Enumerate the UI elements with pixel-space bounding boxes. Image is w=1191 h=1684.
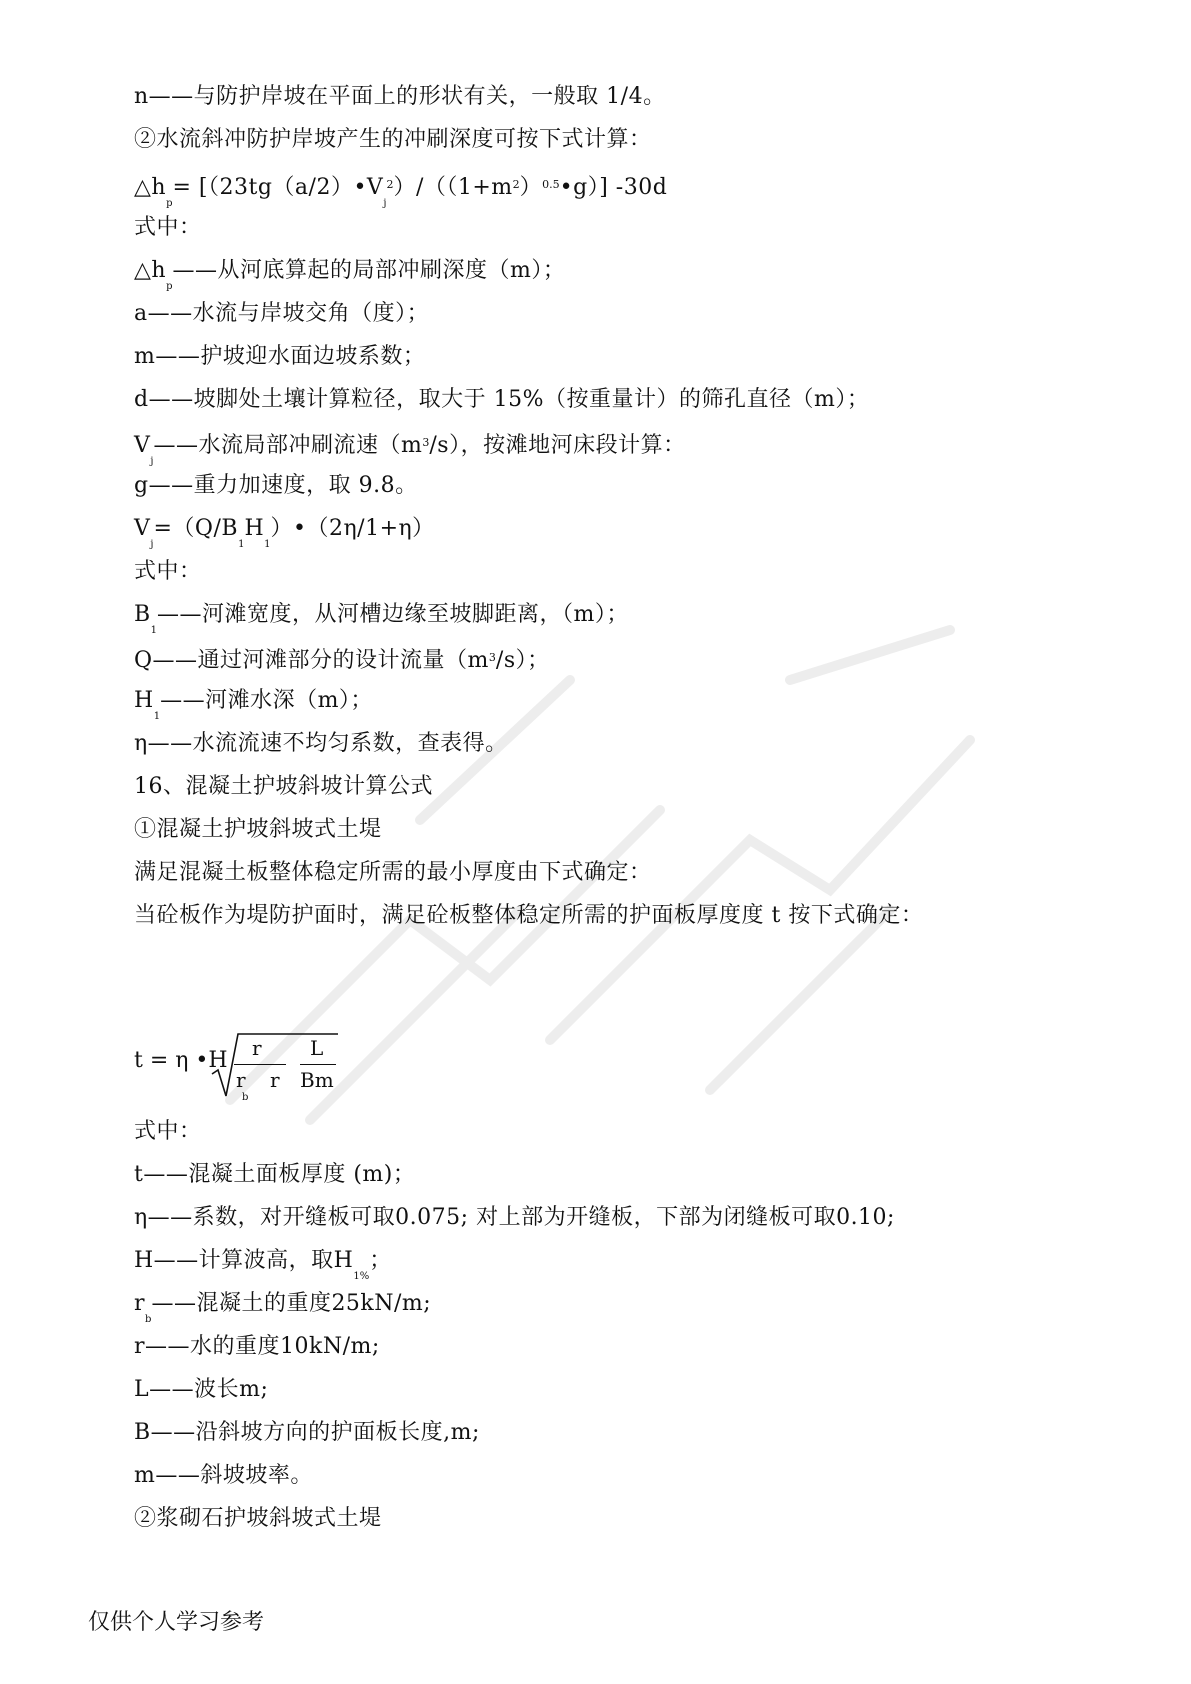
eq2-part: H bbox=[244, 516, 265, 541]
subsection-masonry-embankment: ②浆砌石护坡斜坡式土堤 bbox=[134, 1506, 382, 1531]
def-text: Q——通过河滩部分的设计流量（m bbox=[134, 648, 489, 673]
def-b1 bbox=[134, 600, 629, 646]
def-hp bbox=[134, 256, 565, 302]
def-sup: 3 bbox=[422, 436, 430, 449]
eq1-sub: p bbox=[166, 198, 173, 209]
label-where: 式中： bbox=[134, 215, 202, 240]
eq2-part: =（Q/B bbox=[153, 516, 239, 541]
def-m: m——护坡迎水面边坡系数； bbox=[134, 344, 426, 369]
line-n-definition: n——与防护岸坡在平面上的形状有关，一般取 1/4。 bbox=[134, 84, 666, 109]
eq3-denominator-1a-sub: b bbox=[242, 1092, 249, 1103]
def-g: g——重力加速度，取 9.8。 bbox=[134, 473, 418, 498]
eq3-numerator-2: L bbox=[310, 1036, 324, 1060]
eq1-sub: j bbox=[383, 198, 387, 209]
def-eta-coefficient: η——系数，对开缝板可取0.075; 对上部为开缝板，下部为闭缝板可取0.10; bbox=[134, 1205, 895, 1230]
def-m-slope: m——斜坡坡率。 bbox=[134, 1463, 313, 1488]
eq1-part: •g）] -30d bbox=[559, 175, 668, 200]
def-symbol: V bbox=[134, 433, 151, 458]
eq2-sub: j bbox=[150, 539, 154, 550]
def-text: /s）； bbox=[495, 648, 550, 673]
eq1-part: ）/（（1+m bbox=[393, 175, 513, 200]
def-sub: b bbox=[145, 1314, 152, 1325]
text-min-thickness: 满足混凝土板整体稳定所需的最小厚度由下式确定： bbox=[134, 860, 652, 885]
def-text: ——从河底算起的局部冲刷深度（m）； bbox=[172, 258, 566, 283]
def-text: ——水流局部冲刷流速（m bbox=[153, 433, 423, 458]
def-h1 bbox=[134, 686, 373, 732]
eq3-denominator-1b: r bbox=[270, 1068, 280, 1092]
footer-note: 仅供个人学习参考 bbox=[88, 1610, 265, 1635]
def-q bbox=[134, 643, 550, 676]
eq2-part: ）•（2η/1+η） bbox=[270, 516, 435, 541]
def-symbol: H bbox=[134, 688, 154, 713]
def-a: a——水流与岸坡交角（度）； bbox=[134, 301, 430, 326]
def-eta: η——水流流速不均匀系数，查表得。 bbox=[134, 731, 508, 756]
equation-scour-depth bbox=[134, 170, 667, 219]
def-text: ——混凝土的重度25kN/m; bbox=[151, 1291, 432, 1316]
eq2-sub: 1 bbox=[264, 539, 271, 550]
label-where: 式中： bbox=[134, 1119, 202, 1144]
def-text: ； bbox=[369, 1248, 392, 1273]
line-oblique-scour-intro: ②水流斜冲防护岸坡产生的冲刷深度可按下式计算： bbox=[134, 127, 652, 152]
def-sub: 1% bbox=[353, 1271, 370, 1282]
def-d: d——坡脚处土壤计算粒径，取大于 15%（按重量计）的筛孔直径（m）； bbox=[134, 387, 870, 412]
def-sub: 1 bbox=[153, 711, 161, 722]
eq3-denominator-2: Bm bbox=[300, 1068, 334, 1092]
def-t: t——混凝土面板厚度 (m)； bbox=[134, 1162, 416, 1187]
def-l: L——波长m; bbox=[134, 1377, 269, 1402]
def-text: H——计算波高，取H bbox=[134, 1248, 354, 1273]
def-sub: 1 bbox=[150, 625, 158, 636]
def-text: /s），按滩地河床段计算： bbox=[429, 433, 686, 458]
eq3-numerator-1: r bbox=[252, 1036, 262, 1060]
eq1-sup: 2 bbox=[512, 178, 520, 191]
eq1-part: = [（23tg（a/2）•V bbox=[172, 175, 384, 200]
subsection-concrete-embankment: ①混凝土护坡斜坡式土堤 bbox=[134, 817, 382, 842]
def-vj bbox=[134, 428, 686, 477]
section-heading-16: 16、混凝土护坡斜坡计算公式 bbox=[134, 774, 433, 799]
fraction-bar-1 bbox=[234, 1064, 286, 1065]
eq1-part: ） bbox=[519, 175, 543, 200]
eq3-denominator-1a: r bbox=[236, 1068, 246, 1092]
fraction-bar-2 bbox=[300, 1064, 336, 1065]
def-r: r——水的重度10kN/m; bbox=[134, 1334, 380, 1359]
eq3-lhs: t = η •H bbox=[134, 1048, 228, 1073]
text-slab-thickness: 当砼板作为堤防护面时，满足砼板整体稳定所需的护面板厚度度 t 按下式确定： bbox=[134, 903, 924, 928]
def-sub: p bbox=[166, 281, 173, 292]
def-symbol: B bbox=[134, 602, 151, 627]
def-text: ——河滩水深（m）； bbox=[160, 688, 373, 713]
equation-vj bbox=[134, 514, 435, 560]
label-where: 式中： bbox=[134, 559, 202, 584]
eq1-part: △h bbox=[134, 175, 167, 200]
eq2-part: V bbox=[134, 516, 151, 541]
def-rb bbox=[134, 1289, 431, 1335]
def-symbol: △h bbox=[134, 258, 167, 283]
def-text: ——河滩宽度，从河槽边缘至坡脚距离，（m）； bbox=[157, 602, 629, 627]
def-b: B——沿斜坡方向的护面板长度,m; bbox=[134, 1420, 480, 1445]
def-sub: j bbox=[150, 456, 154, 467]
eq1-sup: 2 bbox=[386, 178, 394, 191]
eq2-sub: 1 bbox=[238, 539, 245, 550]
def-sup: 3 bbox=[488, 651, 496, 664]
def-h-wave bbox=[134, 1246, 392, 1292]
def-symbol: r bbox=[134, 1291, 146, 1316]
eq1-sup: 0.5 bbox=[542, 178, 560, 191]
